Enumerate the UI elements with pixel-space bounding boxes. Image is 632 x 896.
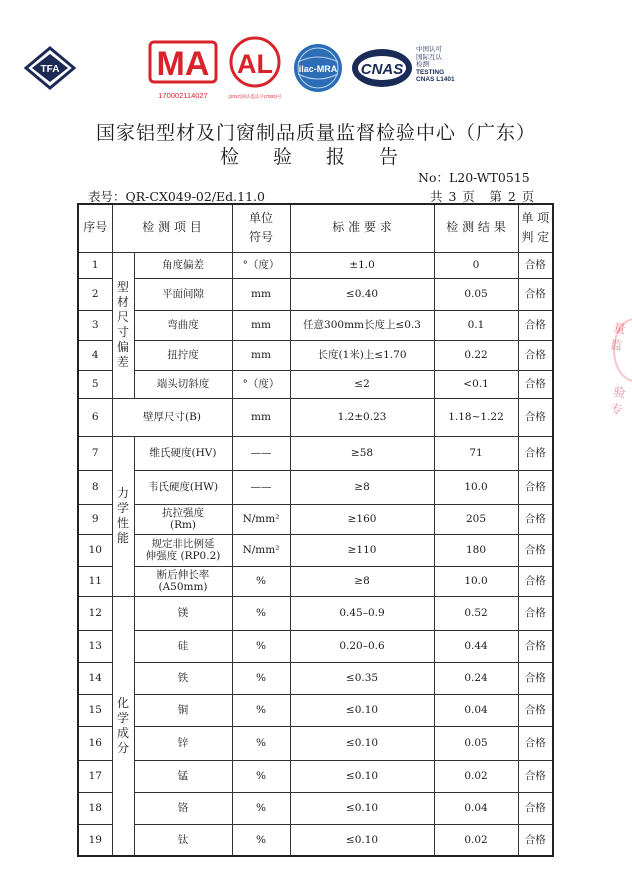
cell-result: 0.02 (434, 824, 518, 856)
cell-judgement: 合格 (518, 596, 553, 630)
cell-seq: 19 (78, 824, 112, 856)
cell-result: 1.18~1.22 (434, 398, 518, 436)
cal-text: AL (237, 49, 273, 79)
cell-seq: 17 (78, 760, 112, 792)
cell-result: 71 (434, 436, 518, 470)
cell-requirement: 0.45–0.9 (290, 596, 434, 630)
cell-unit: % (232, 760, 290, 792)
cell-seq: 8 (78, 470, 112, 504)
cell-result: 180 (434, 534, 518, 566)
cnas-text: CNAS (360, 61, 404, 78)
group-label-text: 型材尺寸偏差 (116, 280, 129, 369)
cell-seq: 1 (78, 252, 112, 278)
cell-item: 钛 (134, 824, 232, 856)
cell-judgement: 合格 (518, 310, 553, 340)
cell-requirement: ≥160 (290, 504, 434, 534)
cell-result: 0.52 (434, 596, 518, 630)
table-row (78, 630, 553, 662)
table-row (78, 340, 553, 370)
table-row (78, 436, 553, 470)
cell-unit: mm (232, 398, 290, 436)
cell-seq: 10 (78, 534, 112, 566)
cell-requirement: ≥58 (290, 436, 434, 470)
cell-unit: °（度） (232, 252, 290, 278)
table-row (78, 504, 553, 534)
cell-result: 0.22 (434, 340, 518, 370)
cell-requirement: ≤0.35 (290, 662, 434, 694)
table-header-row (78, 204, 553, 252)
cell-requirement: ≤0.10 (290, 792, 434, 824)
table-row (78, 370, 553, 398)
cell-item: 平面间隙 (134, 278, 232, 310)
cell-requirement: ≤0.10 (290, 824, 434, 856)
cell-item: 铜 (134, 694, 232, 726)
cell-seq: 13 (78, 630, 112, 662)
cell-requirement: ≥110 (290, 534, 434, 566)
cell-unit: N/mm² (232, 504, 290, 534)
cell-unit: % (232, 694, 290, 726)
org-title: 国家铝型材及门窗制品质量监督检验中心（广东） (95, 122, 536, 144)
ilac-text: ilac-MRA (298, 64, 338, 74)
cell-seq: 4 (78, 340, 112, 370)
group-label-chemical (112, 596, 134, 856)
table-row (78, 726, 553, 760)
table-row (78, 470, 553, 504)
cell-item: 镁 (134, 596, 232, 630)
table-row (78, 824, 553, 856)
cell-item: 维氏硬度(HV) (134, 436, 232, 470)
header-item: 检 测 项 目 (112, 204, 232, 252)
cell-result: 0.05 (434, 726, 518, 760)
report-title: 检 验 报 告 (219, 146, 413, 168)
cell-requirement: 1.2±0.23 (290, 398, 434, 436)
report-number: No：L20-WT0515 (418, 170, 530, 185)
table-row (78, 566, 553, 596)
logo-bar (0, 34, 632, 104)
cell-unit: % (232, 566, 290, 596)
cell-seq: 18 (78, 792, 112, 824)
cell-seq: 5 (78, 370, 112, 398)
table-row (78, 398, 553, 436)
cell-item: 硅 (134, 630, 232, 662)
table-row (78, 534, 553, 566)
cal-caption: (2017)国认监认字(7000)号 (228, 94, 282, 99)
cell-result: 10.0 (434, 566, 518, 596)
cell-unit: mm (232, 340, 290, 370)
cnas-caption-line: 检测 (416, 61, 429, 69)
cell-result: 10.0 (434, 470, 518, 504)
cnas-caption-line: TESTING (416, 68, 445, 76)
cell-judgement: 合格 (518, 566, 553, 596)
cell-result: 0.02 (434, 760, 518, 792)
cell-item: 锌 (134, 726, 232, 760)
cell-result: 0.05 (434, 278, 518, 310)
cell-result: 0.1 (434, 310, 518, 340)
side-stamp (609, 320, 632, 440)
ilac-mra-logo (292, 42, 344, 94)
table-row (78, 310, 553, 340)
cell-seq: 12 (78, 596, 112, 630)
cell-judgement: 合格 (518, 278, 553, 310)
cnas-caption (416, 46, 455, 84)
cnas-logo (350, 46, 414, 90)
cell-requirement: ≤0.10 (290, 760, 434, 792)
cell-unit: N/mm² (232, 534, 290, 566)
cell-judgement: 合格 (518, 824, 553, 856)
cell-item: 端头切斜度 (134, 370, 232, 398)
cell-seq: 2 (78, 278, 112, 310)
cell-seq: 9 (78, 504, 112, 534)
cell-item: 铁 (134, 662, 232, 694)
cell-seq: 14 (78, 662, 112, 694)
side-stamp-text: 量监 (609, 320, 627, 354)
cell-seq: 15 (78, 694, 112, 726)
cell-judgement: 合格 (518, 470, 553, 504)
form-number: 表号：QR-CX049-02/Ed.11.0 (88, 189, 265, 204)
cell-seq: 7 (78, 436, 112, 470)
cma-text: MA (156, 45, 210, 83)
table-row (78, 252, 553, 278)
cell-requirement: ±1.0 (290, 252, 434, 278)
cell-requirement: 长度(1米)上≤1.70 (290, 340, 434, 370)
cell-unit: mm (232, 278, 290, 310)
cma-logo (146, 36, 220, 102)
cell-judgement: 合格 (518, 792, 553, 824)
group-label-text: 化学成分 (116, 695, 129, 755)
cell-item: 韦氏硬度(HW) (134, 470, 232, 504)
cell-judgement: 合格 (518, 630, 553, 662)
tfa-logo (24, 46, 76, 90)
cell-item: 铬 (134, 792, 232, 824)
cell-requirement: ≥8 (290, 566, 434, 596)
cell-result: 0 (434, 252, 518, 278)
cell-seq: 16 (78, 726, 112, 760)
group-label-text: 力学性能 (116, 486, 129, 545)
cell-result: 0.24 (434, 662, 518, 694)
table-row (78, 278, 553, 310)
table-row (78, 760, 553, 792)
header-unit: 单位 符号 (232, 204, 290, 252)
header-seq: 序号 (78, 204, 112, 252)
cell-judgement: 合格 (518, 760, 553, 792)
side-stamp-text: 验专 (609, 384, 627, 418)
cell-unit: % (232, 662, 290, 694)
cell-requirement: ≤0.10 (290, 694, 434, 726)
cell-judgement: 合格 (518, 662, 553, 694)
cell-requirement: 任意300mm长度上≤0.3 (290, 310, 434, 340)
cell-seq: 11 (78, 566, 112, 596)
cell-judgement: 合格 (518, 436, 553, 470)
cell-judgement: 合格 (518, 726, 553, 760)
cell-unit: —— (232, 470, 290, 504)
table-row (78, 596, 553, 630)
cell-requirement: ≤0.10 (290, 726, 434, 760)
cell-unit: —— (232, 436, 290, 470)
cell-unit: % (232, 726, 290, 760)
cell-seq: 3 (78, 310, 112, 340)
cell-judgement: 合格 (518, 370, 553, 398)
cell-judgement: 合格 (518, 340, 553, 370)
page-count: 共 3 页 第 2 页 (430, 189, 536, 204)
header-requirement: 标 准 要 求 (290, 204, 434, 252)
cal-logo (224, 36, 286, 102)
cell-unit: % (232, 596, 290, 630)
results-table (77, 203, 554, 857)
cell-unit: % (232, 630, 290, 662)
group-label-dimension (112, 252, 134, 398)
cnas-caption-line: 中国认可 (416, 46, 442, 53)
cnas-caption-line: 国际互认 (416, 53, 442, 61)
cell-result: 0.44 (434, 630, 518, 662)
cell-unit: % (232, 792, 290, 824)
cell-requirement: 0.20–0.6 (290, 630, 434, 662)
header-result: 检 测 结 果 (434, 204, 518, 252)
tfa-text: TFA (40, 64, 60, 75)
cell-judgement: 合格 (518, 534, 553, 566)
header-judgement: 单 项 判 定 (518, 204, 553, 252)
group-label-mechanical (112, 436, 134, 596)
table-row (78, 662, 553, 694)
cell-item: 规定非比例延 伸强度 (RP0.2) (134, 534, 232, 566)
cell-unit: % (232, 824, 290, 856)
cell-result: 0.04 (434, 694, 518, 726)
cell-item: 壁厚尺寸(B) (112, 398, 232, 436)
cell-requirement: ≤2 (290, 370, 434, 398)
cell-item: 抗拉强度 (Rm) (134, 504, 232, 534)
cell-item: 弯曲度 (134, 310, 232, 340)
table-row (78, 792, 553, 824)
table-row (78, 694, 553, 726)
cma-number: 170002114027 (158, 91, 208, 100)
cell-item: 锰 (134, 760, 232, 792)
cell-judgement: 合格 (518, 694, 553, 726)
cell-item: 断后伸长率 (A50mm) (134, 566, 232, 596)
cell-result: 0.04 (434, 792, 518, 824)
cell-judgement: 合格 (518, 398, 553, 436)
cell-result: <0.1 (434, 370, 518, 398)
cell-unit: °（度） (232, 370, 290, 398)
cell-requirement: ≤0.40 (290, 278, 434, 310)
cell-unit: mm (232, 310, 290, 340)
cell-item: 扭拧度 (134, 340, 232, 370)
cell-judgement: 合格 (518, 252, 553, 278)
cell-judgement: 合格 (518, 504, 553, 534)
cell-seq: 6 (78, 398, 112, 436)
cnas-caption-line: CNAS L1401 (416, 76, 455, 84)
cell-item: 角度偏差 (134, 252, 232, 278)
cell-result: 205 (434, 504, 518, 534)
cell-requirement: ≥8 (290, 470, 434, 504)
